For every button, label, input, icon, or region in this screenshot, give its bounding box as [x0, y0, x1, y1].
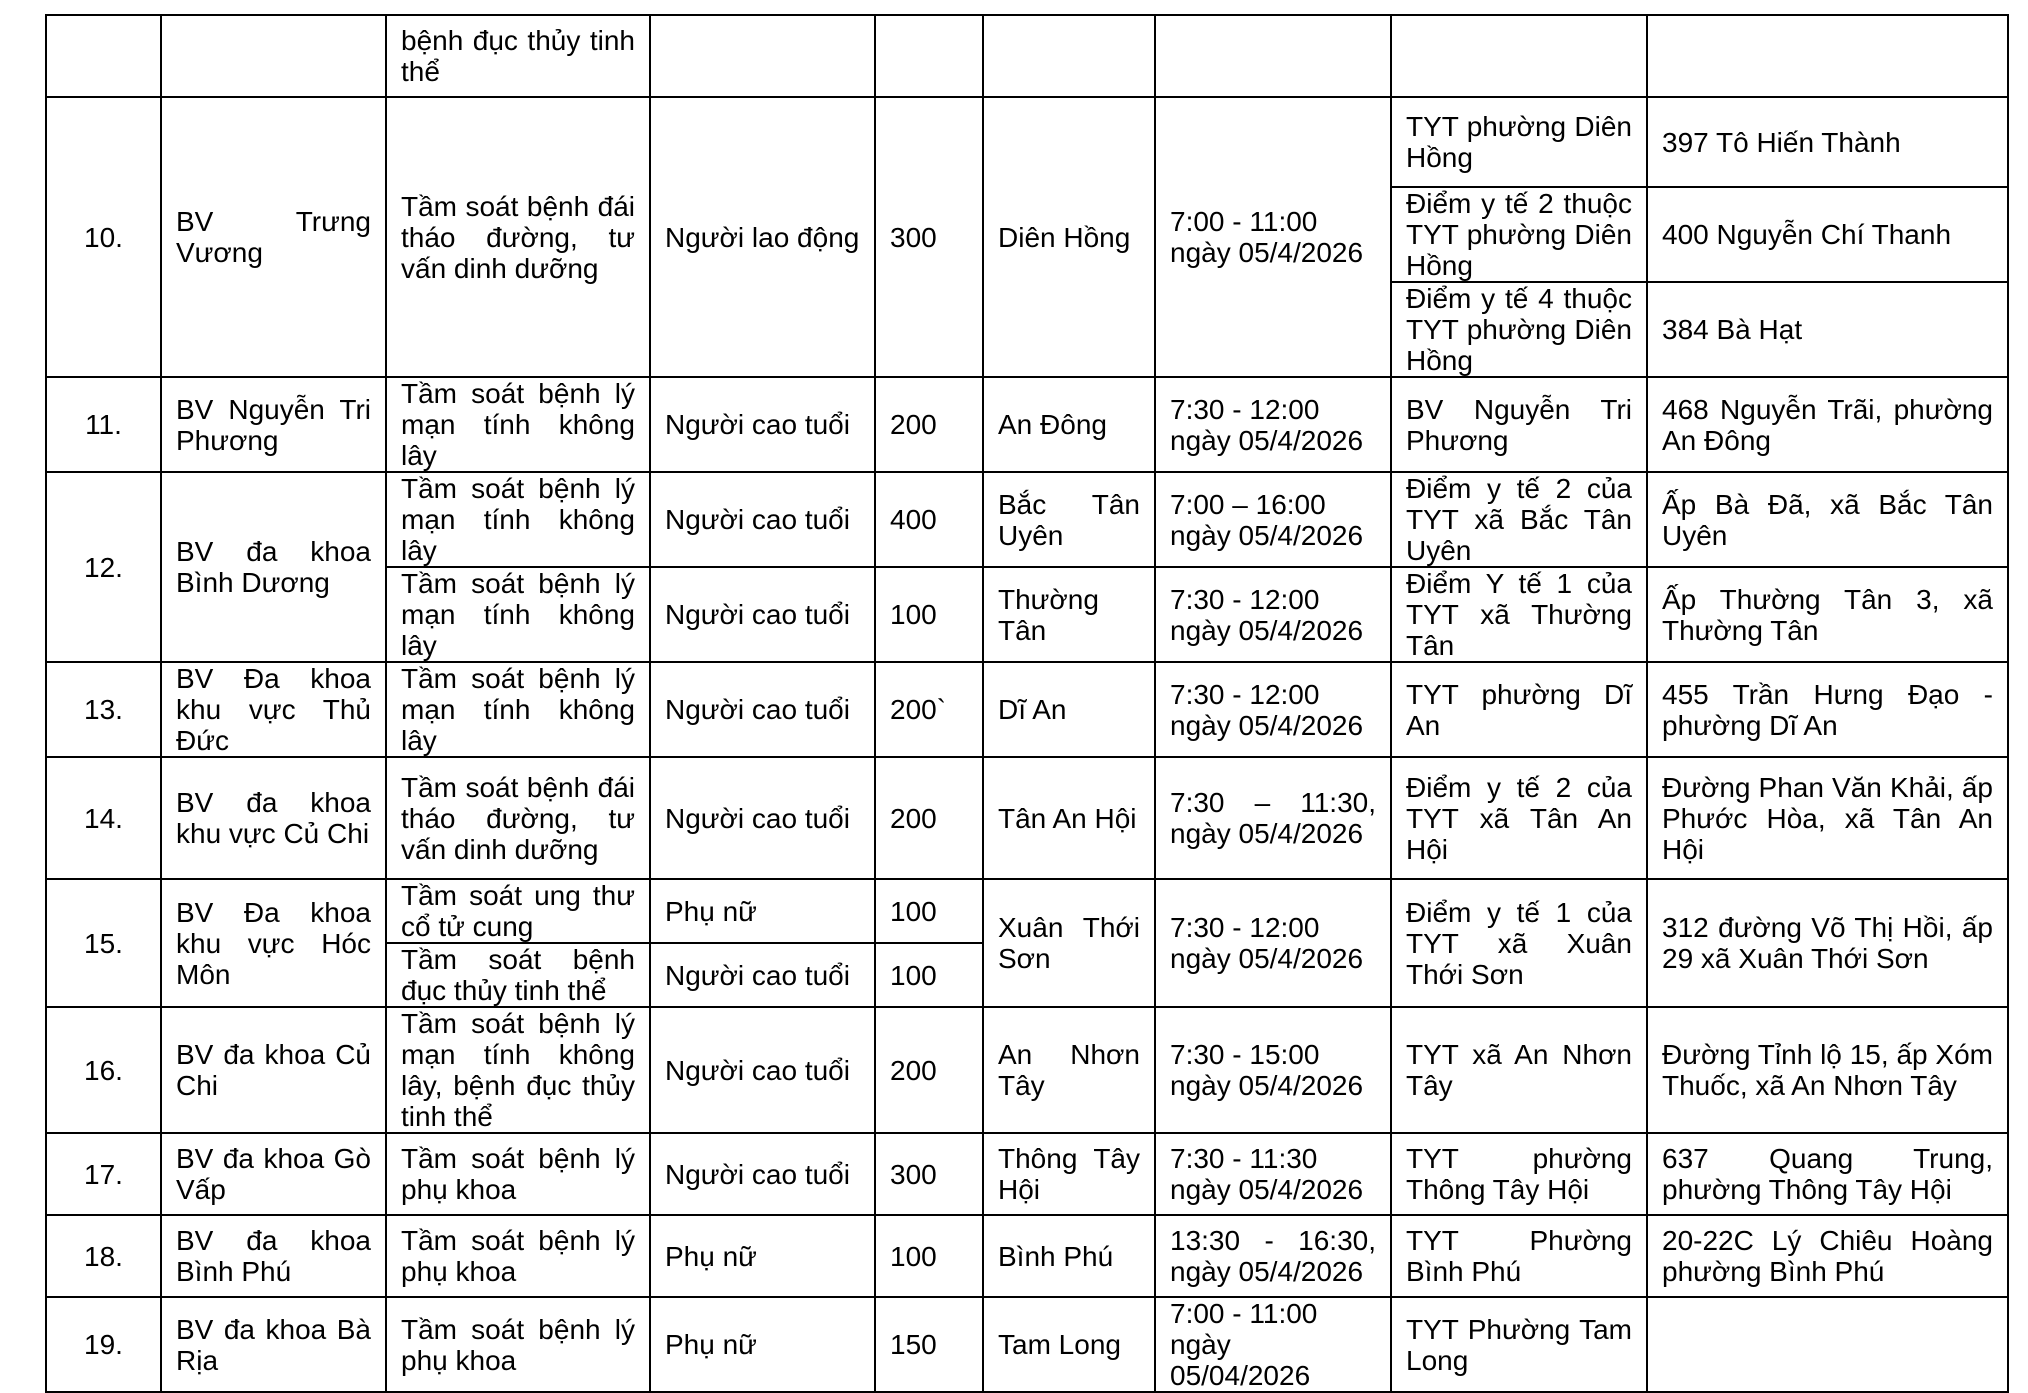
service-cell: Tầm soát bệnh lý phụ khoa: [386, 1215, 650, 1297]
stt-cell: 19.: [46, 1297, 161, 1392]
stt-cell: 11.: [46, 377, 161, 472]
table-row: [46, 1215, 2008, 1297]
time-cell: 7:30 - 12:00 ngày 05/4/2026: [1155, 662, 1391, 757]
target-cell: Phụ nữ: [650, 1297, 875, 1392]
service-cell: Tầm soát bệnh đái tháo đường, tư vấn dinh dưỡng: [386, 757, 650, 879]
table-row: [46, 1297, 2008, 1392]
stt-cell: 15.: [46, 879, 161, 1007]
table-row: [46, 1007, 2008, 1133]
target-cell: Phụ nữ: [650, 1215, 875, 1297]
quantity-cell: 100: [875, 943, 983, 1007]
ward-cell: Bình Phú: [983, 1215, 1155, 1297]
quantity-cell: 400: [875, 472, 983, 567]
screening-schedule-table: [45, 14, 2009, 1393]
hospital-cell: BV Nguyễn Tri Phương: [161, 377, 386, 472]
target-cell: [650, 15, 875, 97]
target-cell: Người cao tuổi: [650, 472, 875, 567]
stt-cell: 10.: [46, 97, 161, 377]
quantity-cell: 200: [875, 377, 983, 472]
target-cell: Người lao động: [650, 97, 875, 377]
quantity-cell: 200`: [875, 662, 983, 757]
target-cell: Phụ nữ: [650, 879, 875, 943]
table-row: [46, 879, 2008, 943]
table-row: [46, 1133, 2008, 1215]
place-cell: Điểm y tế 2 thuộc TYT phường Diên Hồng: [1391, 187, 1647, 282]
table-row: [46, 15, 2008, 97]
stt-cell: 12.: [46, 472, 161, 662]
quantity-cell: 100: [875, 879, 983, 943]
quantity-cell: 200: [875, 1007, 983, 1133]
hospital-cell: BV đa khoa Củ Chi: [161, 1007, 386, 1133]
stt-cell: 16.: [46, 1007, 161, 1133]
stt-cell: [46, 15, 161, 97]
place-cell: TYT xã An Nhơn Tây: [1391, 1007, 1647, 1133]
stt-cell: 17.: [46, 1133, 161, 1215]
ward-cell: Bắc Tân Uyên: [983, 472, 1155, 567]
target-cell: Người cao tuổi: [650, 662, 875, 757]
ward-cell: Tân An Hội: [983, 757, 1155, 879]
quantity-cell: 100: [875, 1215, 983, 1297]
hospital-cell: BV đa khoa khu vực Củ Chi: [161, 757, 386, 879]
stt-cell: 18.: [46, 1215, 161, 1297]
service-cell: Tầm soát bệnh lý mạn tính không lây: [386, 567, 650, 662]
service-cell: Tầm soát bệnh lý mạn tính không lây, bệnh đục thủy tinh thể: [386, 1007, 650, 1133]
time-cell: 7:30 – 11:30, ngày 05/4/2026: [1155, 757, 1391, 879]
service-cell: Tầm soát bệnh lý mạn tính không lây: [386, 662, 650, 757]
place-cell: Điểm Y tế 1 của TYT xã Thường Tân: [1391, 567, 1647, 662]
service-cell: Tầm soát bệnh lý phụ khoa: [386, 1297, 650, 1392]
time-cell: 7:30 - 11:30 ngày 05/4/2026: [1155, 1133, 1391, 1215]
address-cell: 397 Tô Hiến Thành: [1647, 97, 2008, 187]
time-cell: [1155, 15, 1391, 97]
time-cell: 7:00 - 11:00 ngày 05/04/2026: [1155, 1297, 1391, 1392]
ward-cell: An Nhơn Tây: [983, 1007, 1155, 1133]
service-cell: Tầm soát ung thư cổ tử cung: [386, 879, 650, 943]
address-cell: Ấp Bà Đã, xã Bắc Tân Uyên: [1647, 472, 2008, 567]
hospital-cell: BV đa khoa Bình Phú: [161, 1215, 386, 1297]
address-cell: 20-22C Lý Chiêu Hoàng phường Bình Phú: [1647, 1215, 2008, 1297]
place-cell: TYT phường Thông Tây Hội: [1391, 1133, 1647, 1215]
ward-cell: Thông Tây Hội: [983, 1133, 1155, 1215]
hospital-cell: BV Đa khoa khu vực Hóc Môn: [161, 879, 386, 1007]
service-cell: Tầm soát bệnh lý phụ khoa: [386, 1133, 650, 1215]
place-cell: Điểm y tế 2 của TYT xã Bắc Tân Uyên: [1391, 472, 1647, 567]
hospital-cell: [161, 15, 386, 97]
hospital-cell: BV đa khoa Bà Rịa: [161, 1297, 386, 1392]
address-cell: Ấp Thường Tân 3, xã Thường Tân: [1647, 567, 2008, 662]
address-cell: 384 Bà Hạt: [1647, 282, 2008, 377]
service-cell: Tầm soát bệnh đái tháo đường, tư vấn dinh dưỡng: [386, 97, 650, 377]
quantity-cell: 300: [875, 97, 983, 377]
place-cell: [1391, 15, 1647, 97]
address-cell: Đường Phan Văn Khải, ấp Phước Hòa, xã Tân An Hội: [1647, 757, 2008, 879]
time-cell: 7:30 - 12:00 ngày 05/4/2026: [1155, 567, 1391, 662]
hospital-cell: BV Trưng Vương: [161, 97, 386, 377]
ward-cell: Tam Long: [983, 1297, 1155, 1392]
service-cell: Tầm soát bệnh đục thủy tinh thể: [386, 943, 650, 1007]
target-cell: Người cao tuổi: [650, 1133, 875, 1215]
hospital-cell: BV Đa khoa khu vực Thủ Đức: [161, 662, 386, 757]
stt-cell: 14.: [46, 757, 161, 879]
quantity-cell: 200: [875, 757, 983, 879]
service-cell: Tầm soát bệnh lý mạn tính không lây: [386, 377, 650, 472]
place-cell: TYT Phường Bình Phú: [1391, 1215, 1647, 1297]
stt-cell: 13.: [46, 662, 161, 757]
time-cell: 13:30 - 16:30, ngày 05/4/2026: [1155, 1215, 1391, 1297]
place-cell: TYT phường Dĩ An: [1391, 662, 1647, 757]
place-cell: Điểm y tế 4 thuộc TYT phường Diên Hồng: [1391, 282, 1647, 377]
quantity-cell: 100: [875, 567, 983, 662]
address-cell: 400 Nguyễn Chí Thanh: [1647, 187, 2008, 282]
ward-cell: Diên Hồng: [983, 97, 1155, 377]
table-row: [46, 662, 2008, 757]
table-row: [46, 472, 2008, 567]
service-cell: bệnh đục thủy tinh thể: [386, 15, 650, 97]
place-cell: Điểm y tế 2 của TYT xã Tân An Hội: [1391, 757, 1647, 879]
ward-cell: Dĩ An: [983, 662, 1155, 757]
time-cell: 7:30 - 12:00 ngày 05/4/2026: [1155, 879, 1391, 1007]
table-row: [46, 377, 2008, 472]
place-cell: TYT Phường Tam Long: [1391, 1297, 1647, 1392]
table-row: [46, 757, 2008, 879]
time-cell: 7:30 - 12:00 ngày 05/4/2026: [1155, 377, 1391, 472]
address-cell: 455 Trần Hưng Đạo - phường Dĩ An: [1647, 662, 2008, 757]
ward-cell: [983, 15, 1155, 97]
time-cell: 7:30 - 15:00 ngày 05/4/2026: [1155, 1007, 1391, 1133]
place-cell: Điểm y tế 1 của TYT xã Xuân Thới Sơn: [1391, 879, 1647, 1007]
table-row: [46, 97, 2008, 187]
address-cell: [1647, 15, 2008, 97]
place-cell: BV Nguyễn Tri Phương: [1391, 377, 1647, 472]
hospital-cell: BV đa khoa Bình Dương: [161, 472, 386, 662]
ward-cell: Xuân Thới Sơn: [983, 879, 1155, 1007]
address-cell: 312 đường Võ Thị Hồi, ấp 29 xã Xuân Thới Sơn: [1647, 879, 2008, 1007]
ward-cell: Thường Tân: [983, 567, 1155, 662]
address-cell: [1647, 1297, 2008, 1392]
quantity-cell: 300: [875, 1133, 983, 1215]
time-cell: 7:00 – 16:00 ngày 05/4/2026: [1155, 472, 1391, 567]
quantity-cell: 150: [875, 1297, 983, 1392]
target-cell: Người cao tuổi: [650, 567, 875, 662]
service-cell: Tầm soát bệnh lý mạn tính không lây: [386, 472, 650, 567]
address-cell: 468 Nguyễn Trãi, phường An Đông: [1647, 377, 2008, 472]
hospital-cell: BV đa khoa Gò Vấp: [161, 1133, 386, 1215]
time-cell: 7:00 - 11:00 ngày 05/4/2026: [1155, 97, 1391, 377]
ward-cell: An Đông: [983, 377, 1155, 472]
target-cell: Người cao tuổi: [650, 377, 875, 472]
target-cell: Người cao tuổi: [650, 757, 875, 879]
quantity-cell: [875, 15, 983, 97]
target-cell: Người cao tuổi: [650, 943, 875, 1007]
address-cell: 637 Quang Trung, phường Thông Tây Hội: [1647, 1133, 2008, 1215]
address-cell: Đường Tỉnh lộ 15, ấp Xóm Thuốc, xã An Nhơn Tây: [1647, 1007, 2008, 1133]
target-cell: Người cao tuổi: [650, 1007, 875, 1133]
place-cell: TYT phường Diên Hồng: [1391, 97, 1647, 187]
